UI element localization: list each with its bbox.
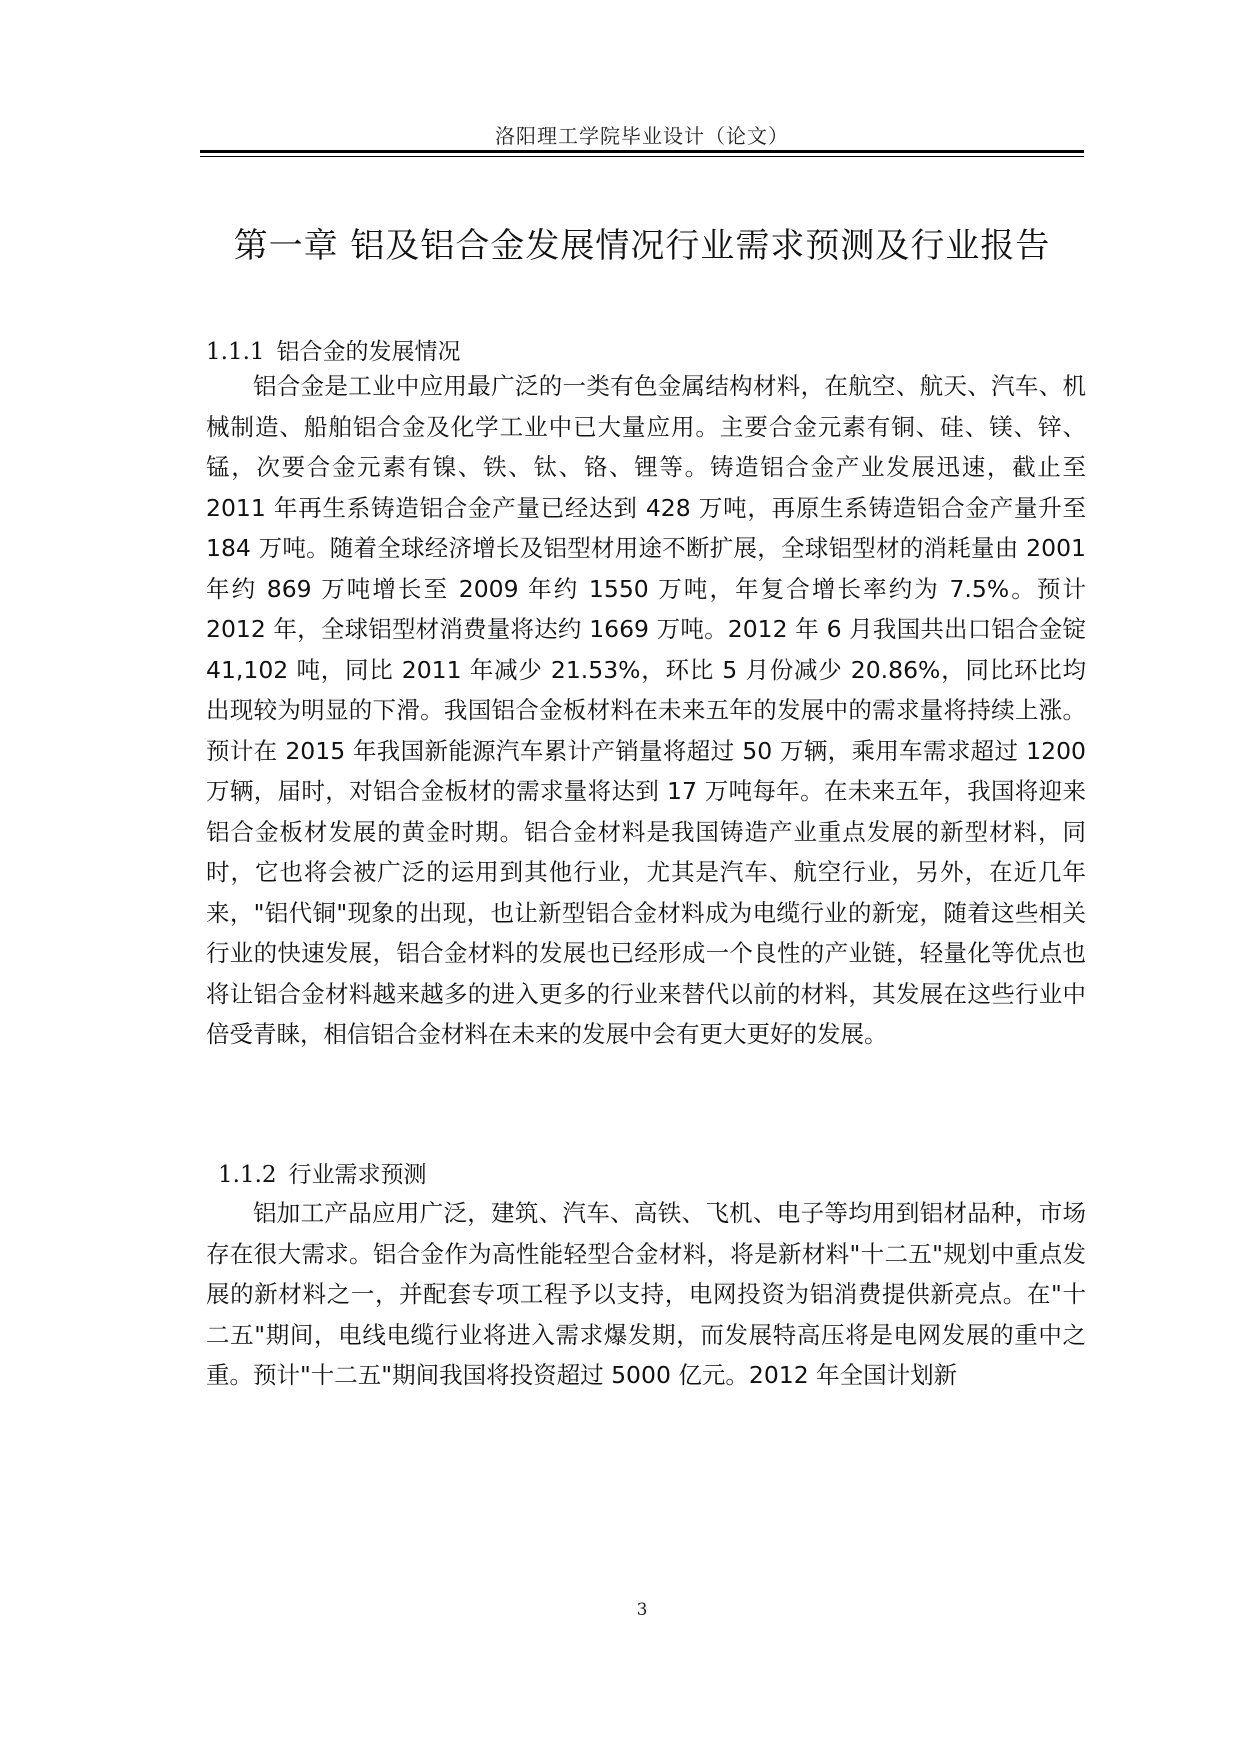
header-rule-thick bbox=[200, 150, 1084, 153]
section-paragraph-1-1-2: 铝加工产品应用广泛，建筑、汽车、高铁、飞机、电子等均用到铝材品种，市场存在很大需求。铝合金作为高性能轻型合金材料，将是新材料"十二五"规划中重点发展的新材料之一，并配套专项工程予以支持，电网投资为铝消费提供新亮点。在"十二五"期间，电线电缆行业将进入需求爆发期，而发展特高压将是电网发展的重中之重。预计"十二五"期间我国将投资超过 5000 亿元。2012 年全国计划新 bbox=[206, 1199, 1086, 1389]
running-header: 洛阳理工学院毕业设计（论文） bbox=[495, 124, 789, 148]
section-paragraph-1-1-1: 铝合金是工业中应用最广泛的一类有色金属结构材料，在航空、航天、汽车、机械制造、船舶铝合金及化学工业中已大量应用。主要合金元素有铜、硅、镁、锌、锰，次要合金元素有镍、铁、钛、铬、锂等。铸造铝合金产业发展迅速，截止至 2011 年再生系铸造铝合金产量已经达到 428 万吨，再原生系铸造铝合金产量升至 184 万吨。随着全球经济增长及铝型材用途不断扩展，全球铝型材的消耗量由 2001 年约 869 万吨增长至 2009 年约 1550 万吨，年复合增长率约为 7.5%。预计 2012 年，全球铝型材消费量将达约 1669 万吨。2012 年 6 月我国共出口铝合金锭 41,102 吨，同比 2011 年减少 21.53%，环比 5 月份减少 20.86%，同比环比均出现较为明显的下滑。我国铝合金板材料在未来五年的发展中的需求量将持续上涨。预计在 2015 年我国新能源汽车累计产销量将超过 50 万辆，乘用车需求超过 1200 万辆，届时，对铝合金板材的需求量将达到 17 万吨每年。在未来五年，我国将迎来铝合金板材发展的黄金时期。铝合金材料是我国铸造产业重点发展的新型材料，同时，它也将会被广泛的运用到其他行业，尤其是汽车、航空行业，另外，在近几年来，"铝代铜"现象的出现，也让新型铝合金材料成为电缆行业的新宠，随着这些相关行业的快速发展，铝合金材料的发展也已经形成一个良性的产业链，轻量化等优点也将让铝合金材料越来越多的进入更多的行业来替代以前的材料，其发展在这些行业中倍受青睐，相信铝合金材料在未来的发展中会有更大更好的发展。 bbox=[206, 372, 1086, 1048]
page-number: 3 bbox=[636, 1600, 648, 1620]
section-title: 行业需求预测 bbox=[288, 1162, 427, 1188]
section-number: 1.1.2 bbox=[218, 1162, 277, 1188]
chapter-title: 第一章 铝及铝合金发展情况行业需求预测及行业报告 bbox=[233, 226, 1051, 266]
header-rule-thin bbox=[200, 156, 1084, 157]
section-heading-1-1-2 bbox=[218, 1156, 427, 1189]
section-heading-1-1-1 bbox=[206, 333, 461, 366]
section-title: 铝合金的发展情况 bbox=[276, 339, 461, 365]
section-number: 1.1.1 bbox=[206, 339, 265, 365]
